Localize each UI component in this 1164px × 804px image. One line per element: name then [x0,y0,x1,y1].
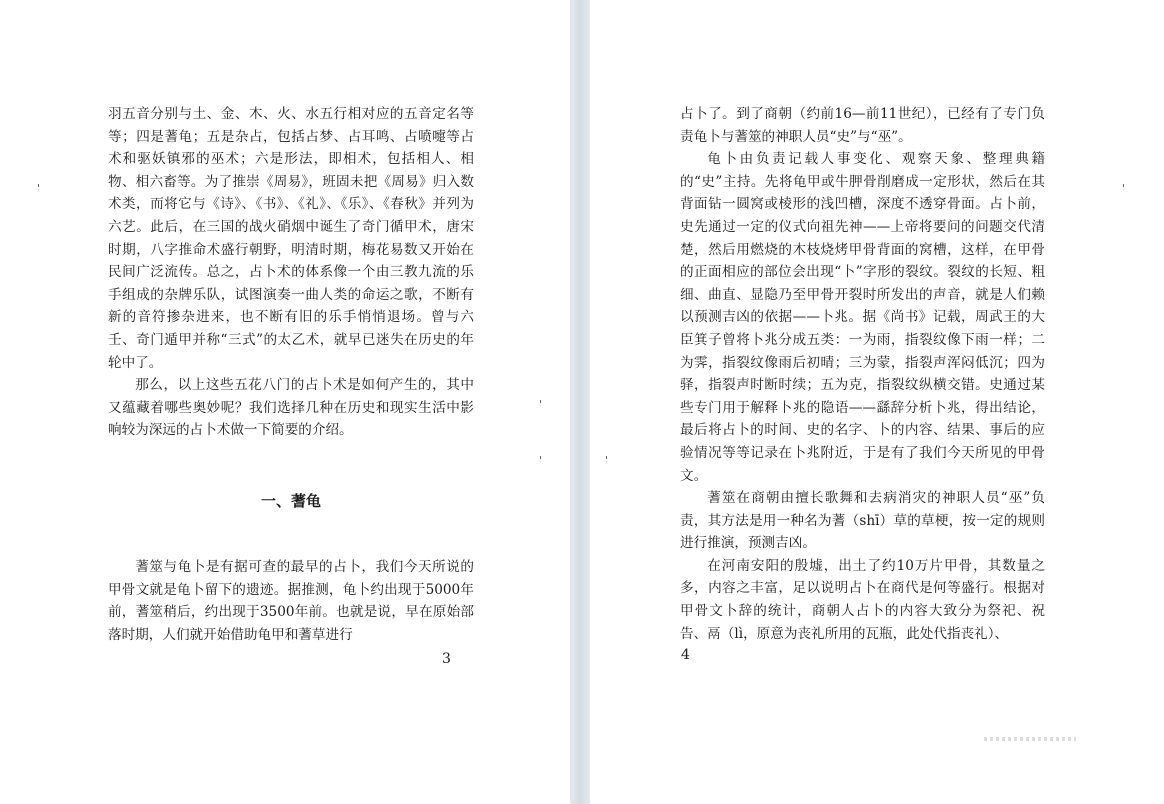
scan-artifact [984,737,1076,741]
page-gutter [570,0,590,804]
paragraph: 蓍筮与龟卜是有据可查的最早的占卜，我们今天所说的甲骨文就是龟卜留下的遗迹。据推测，龟卜约出现于5000年前，蓍筮稍后，约出现于3500年前。也就是说，早在原始部落时期，人们就开始借助龟甲和蓍草进行 [108,559,474,643]
paragraph: 那么，以上这些五花八门的占卜术是如何产生的，其中又蕴藏着哪些奥妙呢？我们选择几种在历史和现实生活中影响较为深远的占卜术做一下简要的介绍。 [108,377,474,439]
paragraph: 羽五音分别与土、金、木、火、水五行相对应的五音定名等等；四是蓍龟；五是杂占，包括占梦、占耳鸣、占喷嚏等占术和驱妖镇邪的巫术；六是形法，即相术，包括相人、相物、相六畜等。为了推崇《周易》，班固未把《周易》归入数术类，而将它与《诗》、《书》、《礼》、《乐》、《春秋》并列为六艺。此后，在三国的战火硝烟中诞生了奇门循甲术，唐宋时期，八字推命术盛行朝野，明清时期，梅花易数又开始在民间广泛流传。总之，占卜术的体系像一个由三教九流的乐手组成的杂牌乐队，试图演奏一曲人类的命运之歌，不断有新的音符掺杂进来，也不断有旧的乐手悄悄退场。曾与六壬、奇门遁甲并称“三式”的太乙术，就早已迷失在历史的年轮中了。 [108,106,474,371]
left-page-top-text [108,103,474,442]
left-page-bottom-text [108,556,474,646]
page-number: 3 [442,651,451,667]
paragraph: 在河南安阳的殷墟，出土了约10万片甲骨，其数量之多，内容之丰富，足以说明占卜在商代是何等盛行。根据对甲骨文卜辞的统计，商朝人占卜的内容大致分为祭祀、祝告、鬲（lì，原意为丧礼所用的瓦瓶，此处代指丧礼）、 [680,557,1045,642]
scan-speck [1123,184,1124,187]
paragraph: 占卜了。到了商朝（约前16—前11世纪），已经有了专门负责龟卜与蓍筮的神职人员“史”与“巫”。 [680,106,1045,145]
left-page [0,0,570,804]
paragraph: 蓍筮在商朝由擅长歌舞和去病消灾的神职人员“巫”负责，其方法是用一种名为蓍（shī）草的草梗，按一定的规则进行推演，预测吉凶。 [680,490,1045,552]
scan-speck [540,456,541,459]
scan-speck [540,400,541,403]
scan-speck [606,456,607,459]
scan-speck [38,184,39,187]
right-page-text [680,103,1045,645]
section-heading: 一、蓍龟 [260,492,321,510]
page-number: 4 [681,647,690,663]
right-page [590,0,1164,804]
paragraph: 龟卜由负责记载人事变化、观察天象、整理典籍的“史”主持。先将龟甲或牛胛骨削磨成一定形状，然后在其背面钻一圆窝或棱形的浅凹槽，深度不透穿骨面。占卜前，史先通过一定的仪式向祖先神——上帝将要问的问题交代清楚，然后用燃烧的木枝烧烤甲骨背面的窝槽，这样，在甲骨的正面相应的部位会出现“卜”字形的裂纹。裂纹的长短、粗细、曲直、显隐乃至甲骨开裂时所发出的声音，就是人们赖以预测吉凶的依据——卜兆。据《尚书》记载，周武王的大臣箕子曾将卜兆分成五类：一为雨，指裂纹像下雨一样；二为霁，指裂纹像雨后初晴；三为蒙，指裂声浑闷低沉；四为驿，指裂声时断时续；五为克，指裂纹纵横交错。史通过某些专门用于解释卜兆的隐语——繇辞分析卜兆，得出结论，最后将占卜的时间、史的名字、卜的内容、结果、事后的应验情况等等记录在卜兆附近，于是有了我们今天所见的甲骨文。 [680,151,1045,484]
